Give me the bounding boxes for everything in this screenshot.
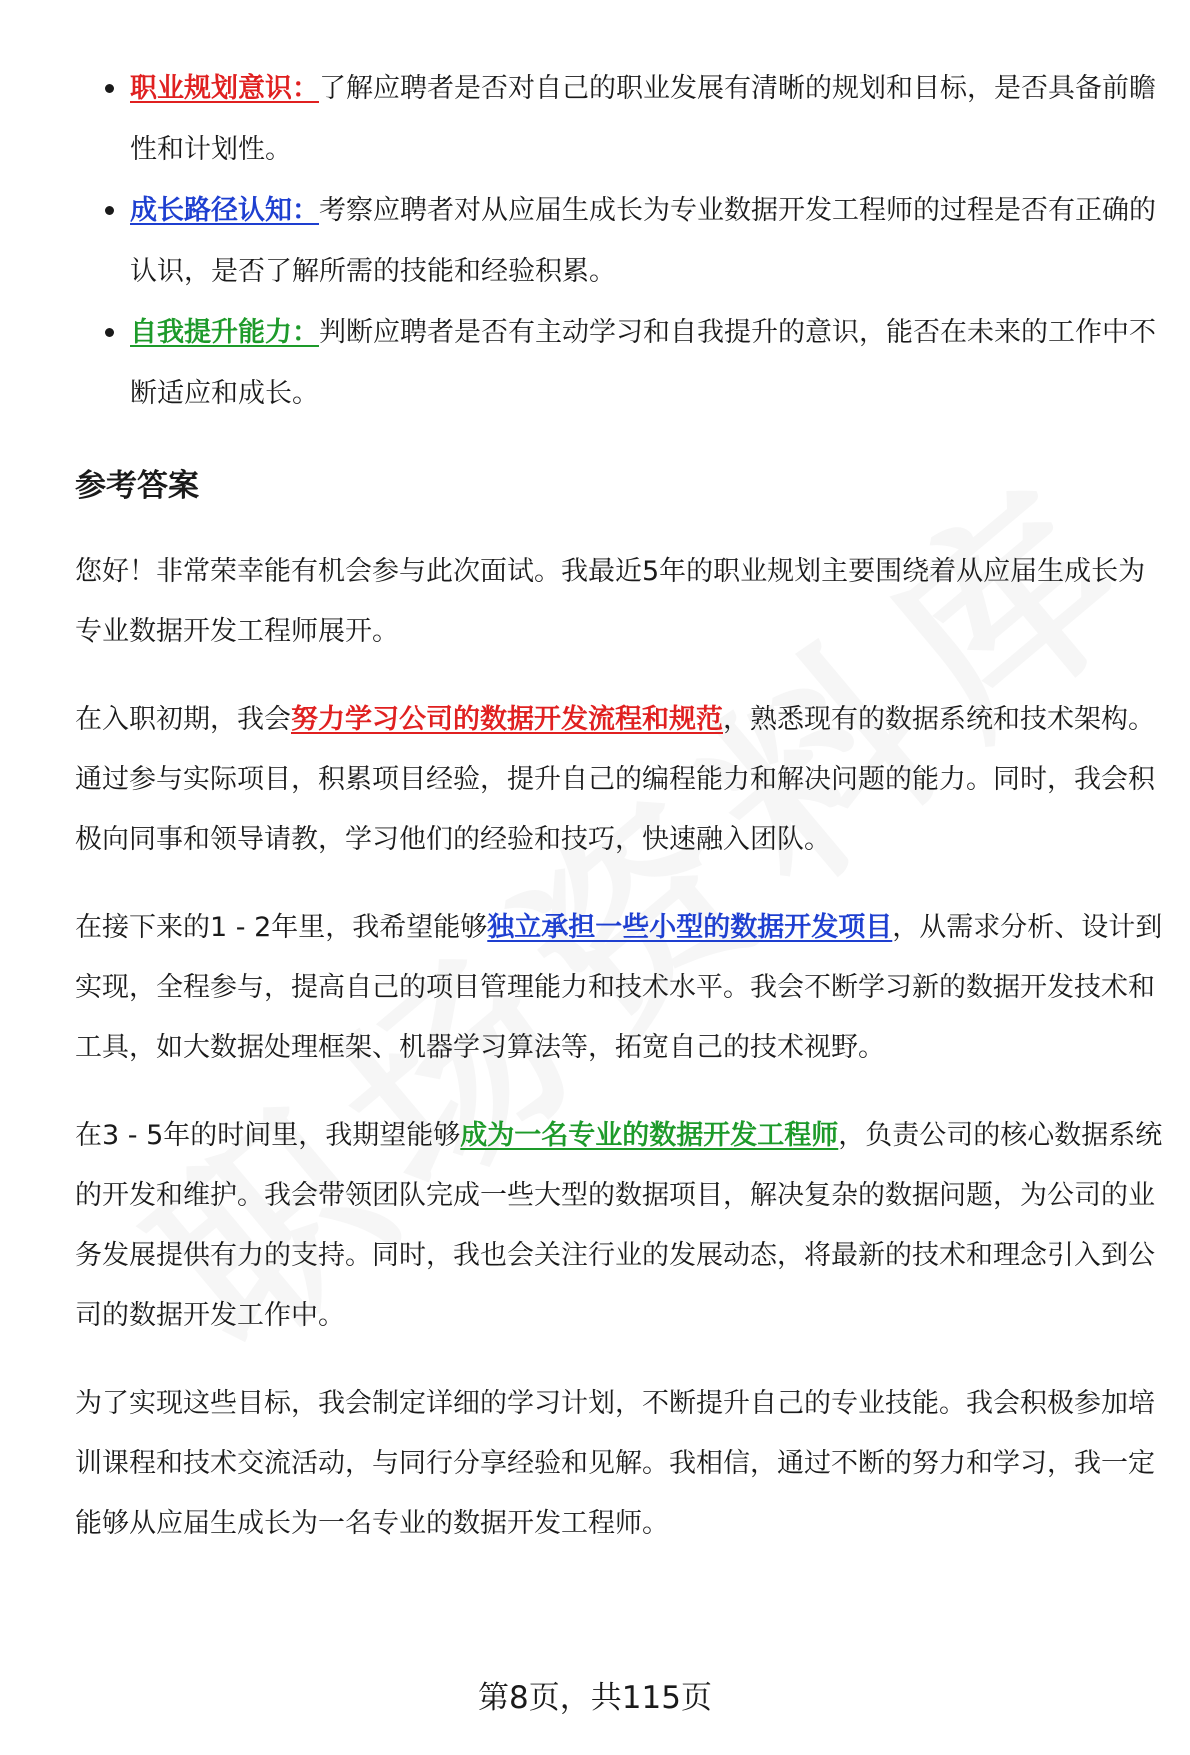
criteria-item <box>75 58 1165 180</box>
paragraph-text: ，熟悉现有的数据系统和技术架构。通过参与实际项目，积累项目经验，提升自己的编程能力和解决问题的能力。同时，我会积极向同事和领导请教，学习他们的经验和技巧，快速融入团队。 <box>75 704 1155 855</box>
highlight-text: 努力学习公司的数据开发流程和规范 <box>291 704 723 735</box>
paragraph-intro: 您好！非常荣幸能有机会参与此次面试。我最近5年的职业规划主要围绕着从应届生成长为专业数据开发工程师展开。 <box>75 556 1146 647</box>
paragraph-text: 在接下来的1 - 2年里，我希望能够 <box>75 912 488 943</box>
document-body <box>75 58 1165 1582</box>
paragraph-mid-stage <box>75 898 1165 1078</box>
paragraph-long-term <box>75 1106 1165 1346</box>
page-number: 第8页，共115页 <box>478 1680 712 1716</box>
criteria-label: 职业规划意识： <box>130 73 319 104</box>
bullet-icon <box>105 84 114 93</box>
highlight-text: 独立承担一些小型的数据开发项目 <box>487 912 893 943</box>
section-title: 参考答案 <box>75 468 199 504</box>
criteria-list <box>75 58 1165 424</box>
paragraph-text: ，负责公司的核心数据系统的开发和维护。我会带领团队完成一些大型的数据项目，解决复杂的数据问题，为公司的业务发展提供有力的支持。同时，我也会关注行业的发展动态，将最新的技术和理念引入到公司的数据开发工作中。 <box>75 1120 1163 1331</box>
criteria-item <box>75 180 1165 302</box>
criteria-label: 成长路径认知： <box>130 195 319 226</box>
bullet-icon <box>105 328 114 337</box>
paragraph-text: 在3 - 5年的时间里，我期望能够 <box>75 1120 461 1151</box>
paragraph-text: ，从需求分析、设计到实现，全程参与，提高自己的项目管理能力和技术水平。我会不断学习新的数据开发技术和工具，如大数据处理框架、机器学习算法等，拓宽自己的技术视野。 <box>75 912 1163 1063</box>
paragraph-conclusion: 为了实现这些目标，我会制定详细的学习计划，不断提升自己的专业技能。我会积极参加培训课程和技术交流活动，与同行分享经验和见解。我相信，通过不断的努力和学习，我一定能够从应届生成长为一名专业的数据开发工程师。 <box>75 1388 1155 1539</box>
highlight-text: 成为一名专业的数据开发工程师 <box>460 1120 839 1151</box>
paragraph-early-stage <box>75 690 1165 870</box>
paragraph-text: 在入职初期，我会 <box>75 704 291 735</box>
bullet-icon <box>105 206 114 215</box>
criteria-text: 了解应聘者是否对自己的职业发展有清晰的规划和目标，是否具备前瞻性和计划性。 <box>130 73 1156 165</box>
criteria-text: 判断应聘者是否有主动学习和自我提升的意识，能否在未来的工作中不断适应和成长。 <box>130 317 1156 409</box>
criteria-label: 自我提升能力： <box>130 317 319 348</box>
criteria-text: 考察应聘者对从应届生成长为专业数据开发工程师的过程是否有正确的认识，是否了解所需的技能和经验积累。 <box>130 195 1156 287</box>
criteria-item <box>75 302 1165 424</box>
